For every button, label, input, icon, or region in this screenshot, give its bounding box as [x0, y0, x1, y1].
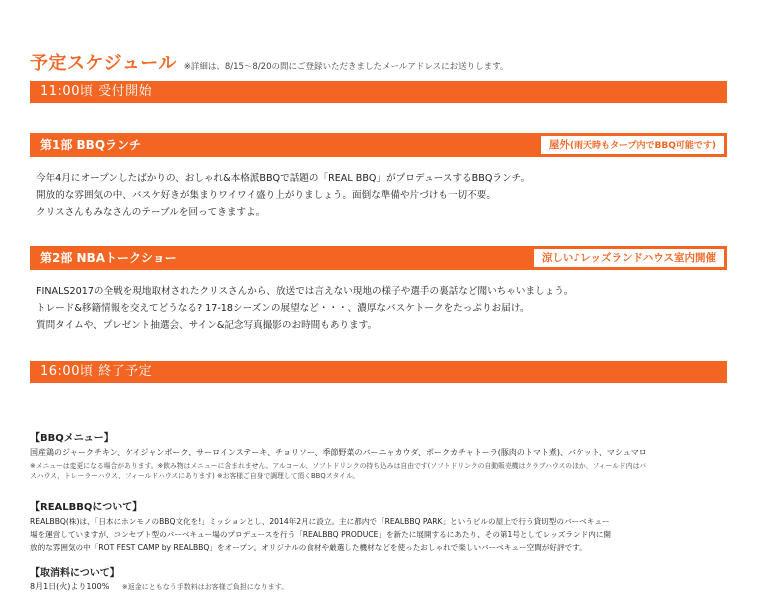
title-note: ※詳細は、8/15〜8/20の間にご登録いただきましたメールアドレスにお送りします。 — [183, 62, 509, 72]
part2-line: FINALS2017の全戦を現地取材されたクリスさんから、放送では言えない現地の様子や選手の裏話など聞いちゃいましょう。 — [36, 286, 574, 297]
part1-tag-main: 屋外 — [548, 139, 570, 151]
part1-line: クリスさんもみなさんのテーブルを回ってきますよ。 — [36, 207, 266, 218]
page-title — [30, 49, 508, 75]
part1-line: 今年4月にオープンしたばかりの、おしゃれ&本格派BBQで話題の「REAL BBQ」がプロデュースするBBQランチ。 — [36, 173, 531, 184]
end-time-text: 16:00頃 終了予定 — [40, 364, 153, 379]
part1-line: 開放的な雰囲気の中、バスケ好きが集まりワイワイ盛り上がりましょう。面倒な準備や片づけも一切不要。 — [36, 190, 496, 201]
menu-note-line: ※メニューは変更になる場合があります。※飲み物はメニューに含まれません。アルコール、ソフトドリンクの持ち込みは自由です(ソフトドリンクの自動販売機はクラブハウスのほか、フィールド内はバ — [30, 462, 647, 470]
part2-location-tag — [534, 249, 724, 267]
about-text — [30, 515, 730, 554]
cancel-text: 8月1日(火)より100% — [30, 582, 110, 591]
part1-bar — [30, 133, 727, 157]
start-time-bar — [30, 81, 727, 103]
cancel-note: ※返金にともなう手数料はお客様ご負担になります。 — [121, 583, 289, 591]
title-text: 予定スケジュール — [30, 53, 177, 74]
menu-heading: 【BBQメニュー】 — [30, 433, 114, 444]
about-line: 放的な雰囲気の中「ROT FEST CAMP by REALBBQ」をオープン。オリジナルの食材や厳選した機材などを使ったおしゃれで楽しいバーベキュー空間が好評です。 — [30, 543, 587, 552]
part1-tag-sub: (雨天時もタープ内でBBQ可能です) — [569, 141, 716, 151]
part2-line: 質問タイムや、プレゼント抽選会、サイン&記念写真撮影のお時間もあります。 — [36, 320, 378, 331]
part1-title: 第1部 BBQランチ — [40, 138, 142, 152]
cancel-info — [30, 580, 730, 594]
menu-items: 国産鶏のジャークチキン、ケイジャンポーク、サーロインステーキ、チョリソー、季節野菜のバーニャカウダ、ポークカチャトーラ(豚肉のトマト煮)、バケット、マシュマロ — [30, 448, 647, 457]
about-line: 場を運営していますが、コンセプト型のバーベキュー場のプロデュースを行う「REALBBQ PRODUCE」を新たに展開するにあたり、その第1号としてレッズランド内に開 — [30, 530, 611, 539]
part2-line: トレード&移籍情報を交えてどうなる? 17-18シーズンの展望など・・・、濃厚なバスケトークをたっぷりお届け。 — [36, 303, 530, 314]
cancel-heading: 【取消料について】 — [30, 568, 120, 579]
end-time-bar — [30, 361, 727, 383]
part2-title: 第2部 NBAトークショー — [40, 251, 177, 265]
menu-note-line: スハウス、トレーラーハウス、フィールドハウスにあります) ※お客様ご自身で調理して頂くBBQスタイル。 — [30, 472, 360, 480]
about-line: REALBBQ(株)は、「日本にホンモノのBBQ文化を!」ミッションとし、2014年2月に設立。主に都内で「REALBBQ PARK」というビルの屋上で行う貸切型のバーベキュー — [30, 517, 610, 526]
part2-bar — [30, 246, 727, 270]
part1-description — [36, 170, 530, 221]
menu-notes — [30, 461, 730, 481]
start-time-text: 11:00頃 受付開始 — [40, 84, 153, 99]
about-heading: 【REALBBQについて】 — [30, 502, 143, 513]
part2-tag-text: 涼しい♪レッズランドハウス室内開催 — [541, 252, 716, 264]
part1-location-tag — [541, 136, 724, 154]
part2-description — [36, 283, 573, 334]
